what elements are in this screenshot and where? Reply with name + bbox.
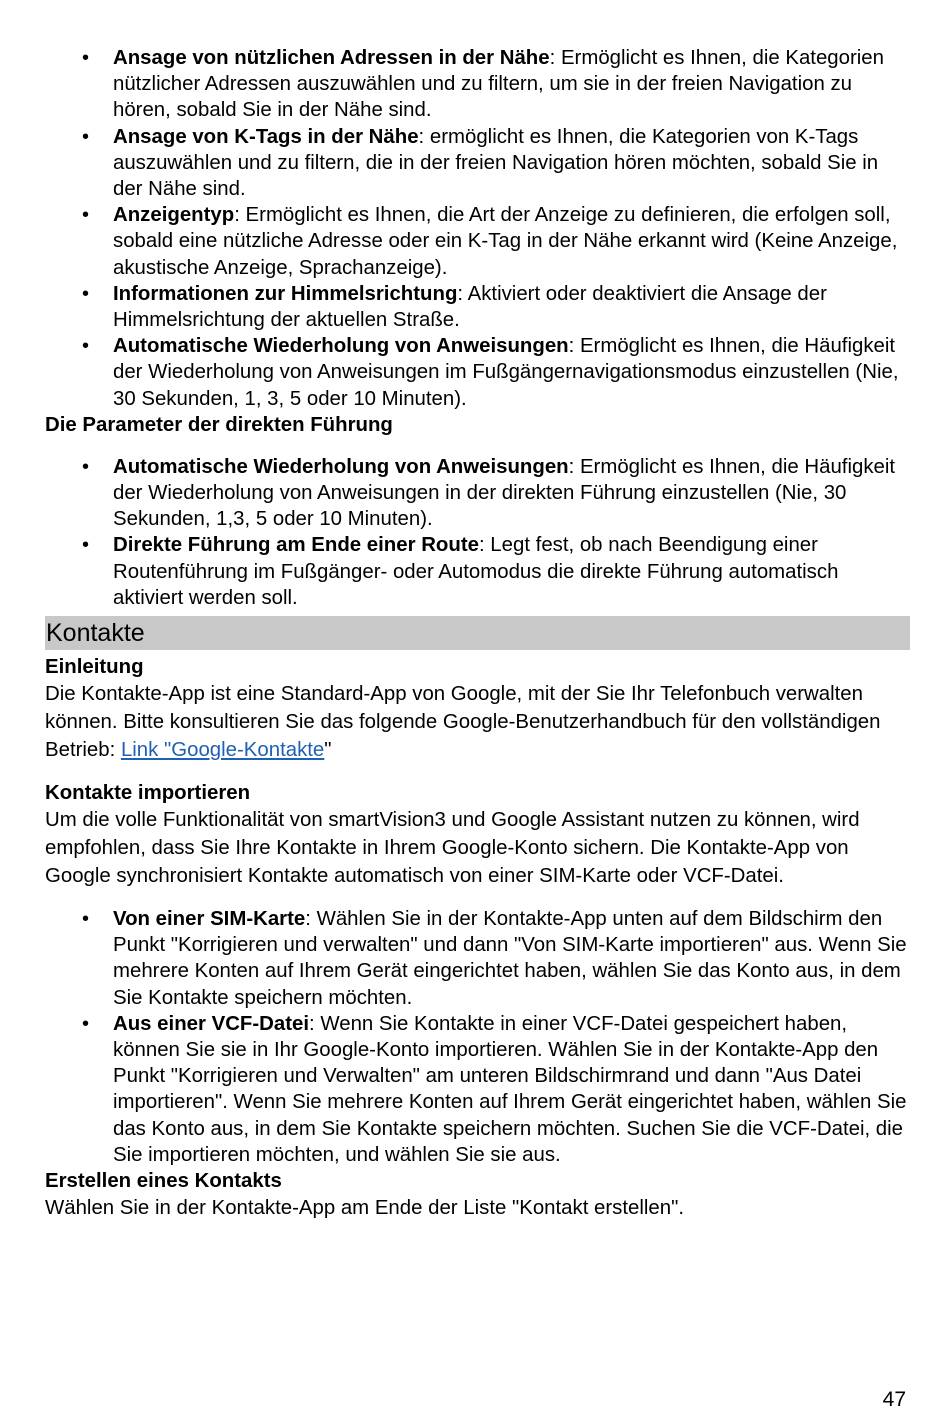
list-item bbox=[45, 281, 910, 333]
list-item-text: : Legt fest, ob nach Beendigung einer Routenführung im Fußgänger- oder Automodus die direkte Führung automatisch aktiviert werden soll. bbox=[113, 534, 839, 609]
list-item-text: : Ermöglicht es Ihnen, die Art der Anzeige zu definieren, die erfolgen soll, sobald eine nützliche Adresse oder ein K-Tag in der Nähe erkannt wird (Keine Anzeige, akustische Anzeige, Sprachanzeige). bbox=[113, 204, 898, 279]
list-item-term: Von einer SIM-Karte bbox=[113, 908, 306, 931]
create-heading: Erstellen eines Kontakts bbox=[45, 1170, 282, 1193]
direct-guidance-list bbox=[45, 454, 910, 611]
list-item bbox=[45, 532, 910, 611]
list-item-text: : Ermöglicht es Ihnen, die Häufigkeit der Wiederholung von Anweisungen in der direkten Führung einzustellen (Nie, 30 Sekunden, 1,3, 5 oder 10 Minuten). bbox=[113, 455, 896, 531]
list-item-text: : Wählen Sie in der Kontakte-App unten auf dem Bildschirm den Punkt "Korrigieren und verwalten" und dann "Von SIM-Karte importieren" aus. Wenn Sie mehrere Konten auf Ihrem Gerät eingerichtet haben, wählen Sie das Konto aus, in dem Sie Kontakte speichern möchten. bbox=[113, 908, 907, 1009]
list-item bbox=[45, 45, 910, 124]
navigation-settings-list bbox=[45, 45, 910, 412]
list-item-text: : Ermöglicht es Ihnen, die Kategorien nützlicher Adressen auszuwählen und zu filtern, um sie in der freien Navigation zu hören, sobald Sie in der Nähe sind. bbox=[113, 47, 884, 122]
list-item bbox=[45, 333, 910, 412]
list-item-term: Aus einer VCF-Datei bbox=[113, 1012, 310, 1035]
list-item-term: Automatische Wiederholung von Anweisungen bbox=[113, 455, 569, 478]
list-item bbox=[45, 1011, 910, 1168]
list-item-term: Automatische Wiederholung von Anweisungen bbox=[113, 335, 569, 358]
list-item bbox=[45, 202, 910, 281]
list-item-text: : Wenn Sie Kontakte in einer VCF-Datei gespeichert haben, können Sie sie in Ihr Google-Konto importieren. Wählen Sie in der Kontakte-App den Punkt "Korrigieren und Verwalten" am unteren Bildschirmrand und dann "Aus Datei importieren". Wenn Sie mehrere Konten auf Ihrem Gerät eingerichtet haben, wählen Sie das Konto aus, in dem Sie Kontakte speichern möchten. Suchen Sie die VCF-Datei, die Sie importieren möchten, und wählen Sie sie aus. bbox=[113, 1012, 907, 1166]
create-paragraph: Wählen Sie in der Kontakte-App am Ende der Liste "Kontakt erstellen". bbox=[45, 1197, 685, 1220]
import-methods-list bbox=[45, 906, 910, 1168]
google-contacts-link[interactable]: Link "Google-Kontakte bbox=[120, 739, 325, 762]
list-item-text: : ermöglicht es Ihnen, die Kategorien von K-Tags auszuwählen und zu filtern, die in der freien Navigation hören möchten, sobald Sie in der Nähe sind. bbox=[113, 125, 879, 201]
list-item bbox=[45, 454, 910, 533]
intro-paragraph bbox=[45, 680, 910, 764]
list-item-term: Ansage von nützlichen Adressen in der Nähe bbox=[113, 47, 550, 69]
import-paragraph: Um die volle Funktionalität von smartVision3 und Google Assistant nutzen zu können, wird empfohlen, dass Sie Ihre Kontakte in Ihrem Google-Konto sichern. Die Kontakte-App von Google synchronisiert Kontakte automatisch von einer SIM-Karte oder VCF-Datei. bbox=[45, 809, 860, 888]
section-title: Kontakte bbox=[45, 616, 910, 650]
list-item-text: : Aktiviert oder deaktiviert die Ansage der Himmelsrichtung der aktuellen Straße. bbox=[113, 282, 827, 332]
page-number: 47 bbox=[882, 1388, 906, 1411]
list-item-term: Ansage von K-Tags in der Nähe bbox=[113, 125, 419, 148]
intro-after: " bbox=[324, 739, 332, 762]
direct-guidance-heading: Die Parameter der direkten Führung bbox=[45, 413, 393, 436]
list-item bbox=[45, 124, 910, 203]
list-item bbox=[45, 906, 910, 1011]
document-page bbox=[45, 45, 910, 1222]
list-item-text: : Ermöglicht es Ihnen, die Häufigkeit der Wiederholung von Anweisungen im Fußgängernavigationsmodus einzustellen (Nie, 30 Sekunden, 1, 3, 5 oder 10 Minuten). bbox=[113, 335, 899, 410]
list-item-term: Anzeigentyp bbox=[113, 204, 235, 227]
import-heading: Kontakte importieren bbox=[45, 782, 251, 805]
list-item-term: Informationen zur Himmelsrichtung bbox=[113, 282, 458, 305]
list-item-term: Direkte Führung am Ende einer Route bbox=[113, 534, 479, 557]
intro-heading: Einleitung bbox=[45, 656, 144, 679]
intro-text: Die Kontakte-App ist eine Standard-App von Google, mit der Sie Ihr Telefonbuch verwalten können. Bitte konsultieren Sie das folgende Google-Benutzerhandbuch für den vollständigen Betrieb: bbox=[45, 683, 881, 762]
